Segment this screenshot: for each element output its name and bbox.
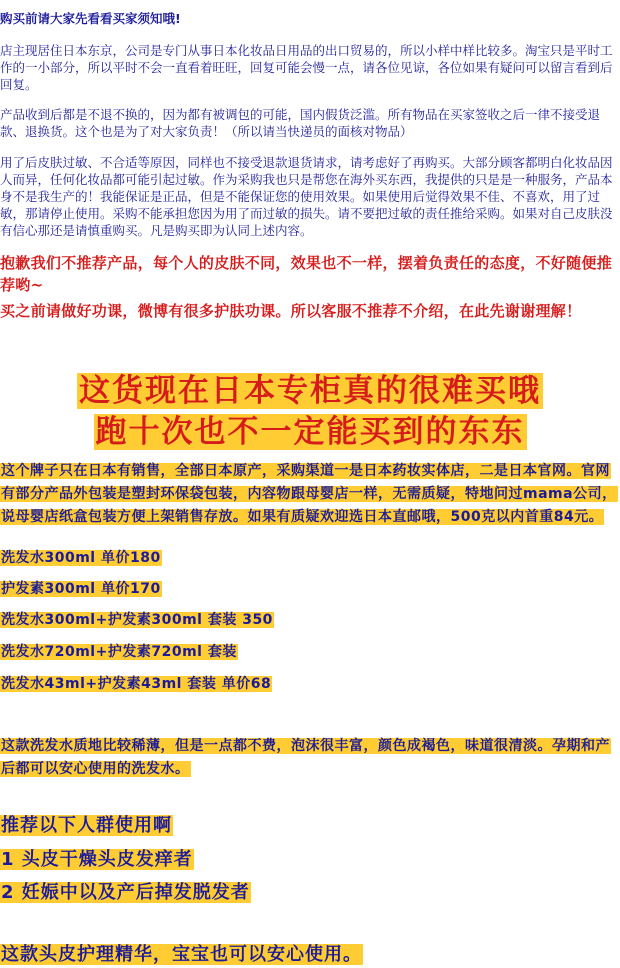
price-item: 洗发水300ml+护发素300ml 套装 350	[1, 612, 273, 628]
notice-paragraph-3: 用了后皮肤过敏、不合适等原因，同样也不接受退款退货请求，请考虑好了再购买。大部分顾客都明白化妆品因人而异，任何化妆品都可能引起过敏。作为采购我也只是帮您在海外买东西，我提供的只是是一种服务，产品本身不是我生产的！我能保证是正品，但是不能保证您的使用效果。如果使用后觉得效果不佳、不喜欢，用了过敏，那请停止使用。采购不能承担您因为用了而过敏的损失。请不要把过敏的责任推给采购。如果对自己皮肤没有信心那还是请慎重购买。凡是购买即为认同上述内容。	[0, 155, 613, 238]
price-item: 洗发水720ml+护发素720ml 套装	[1, 644, 237, 660]
recommend-item: 1 头皮干燥头皮发痒者	[1, 849, 193, 870]
brand-intro: 这个牌子只在日本有销售，全部日本原产，采购渠道一是日本药妆实体店，二是日本官网。官网有部分产品外包装是塑封环保袋包装，内容物跟母婴店一样，无需质疑，特地问过mama公司，说母婴店纸盒包装方便上架销售存放。如果有质疑欢迎选日本直邮哦，500克以内首重84元。	[1, 463, 617, 525]
texture-description: 这款洗发水质地比较稀薄，但是一点都不费，泡沫很丰富，颜色成褐色，味道很清淡。孕期和产后都可以安心使用的洗发水。	[1, 738, 610, 777]
warning-do-homework: 买之前请做好功课，微博有很多护肤功课。所以客服不推荐不介绍，在此先谢谢理解！	[0, 302, 582, 320]
headline-1: 这货现在日本专柜真的很难买哦	[79, 373, 541, 409]
price-item: 洗发水300ml 单价180	[1, 550, 161, 566]
recommend-title: 推荐以下人群使用啊	[1, 815, 172, 836]
price-item: 洗发水43ml+护发素43ml 套装 单价68	[1, 676, 272, 692]
headline-2: 跑十次也不一定能买到的东东	[95, 414, 525, 450]
price-item: 护发素300ml 单价170	[1, 581, 161, 597]
closing-note: 这款头皮护理精华，宝宝也可以安心使用。	[1, 944, 362, 965]
notice-title: 购买前请大家先看看买家须知哦!	[0, 11, 181, 26]
warning-no-recommend: 抱歉我们不推荐产品，每个人的皮肤不同，效果也不一样，摆着负责任的态度，不好随便推荐哟~	[0, 254, 613, 294]
recommend-item: 2 妊娠中以及产后掉发脱发者	[1, 882, 250, 903]
notice-paragraph-2: 产品收到后都是不退不换的，因为都有被调包的可能，国内假货泛滥。所有物品在买家签收之后一律不接受退款、退换货。这个也是为了对大家负责！（所以请当快递员的面核对物品）	[0, 107, 601, 139]
notice-paragraph-1: 店主现居住日本东京，公司是专门从事日本化妆品日用品的出口贸易的，所以小样中样比较多。淘宝只是平时工作的一小部分，所以平时不会一直看着旺旺，回复可能会慢一点，请各位见谅，各位如果有疑问可以留言看到后回复。	[0, 43, 613, 92]
